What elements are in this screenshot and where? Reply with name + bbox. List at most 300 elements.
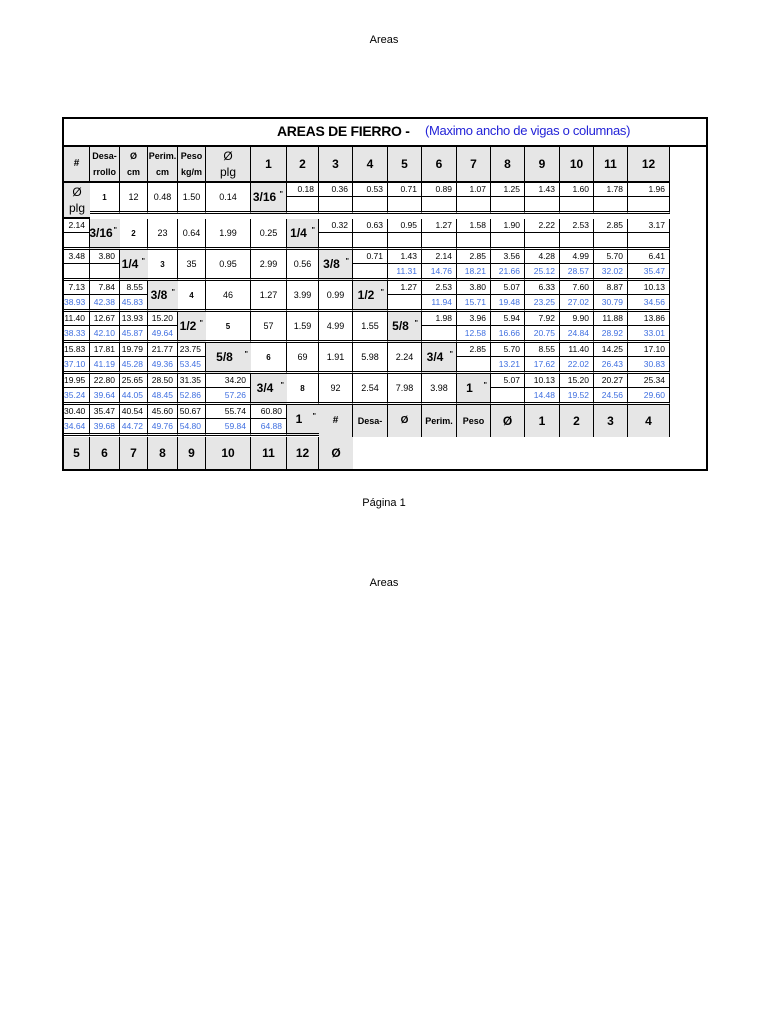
max-width-value [491,388,524,402]
area-value: 50.67 [178,405,205,419]
max-width-value [353,233,387,247]
area-cell [594,183,628,214]
area-value: 3.48 [64,250,89,264]
max-width-value [422,197,456,211]
area-cell [178,405,206,436]
area-value: 7.84 [90,281,119,295]
area-cell [491,183,525,214]
row-size-right-label: 3/4 [256,381,274,395]
area-value: 2.53 [422,281,456,295]
area-value: 5.07 [491,374,524,388]
header-diam-plg [206,147,251,183]
area-cell [560,219,594,250]
row-perim: 2.99 [251,250,287,281]
area-value: 7.13 [64,281,89,295]
area-cell [353,219,388,250]
max-width-value: 44.05 [121,390,143,400]
row-diam: 1.91 [319,343,353,374]
area-cell [491,312,525,343]
area-value: 55.74 [206,405,250,419]
max-width-value: 35.47 [643,266,665,276]
area-value: 15.20 [560,374,593,388]
max-width-value [560,233,593,247]
header-perim-cm-line: cm [155,167,169,177]
row-desarrollo: 57 [251,312,287,343]
max-width-value [457,197,490,211]
max-width-value [594,233,627,247]
max-width-value [525,197,559,211]
row-desarrollo: 35 [178,250,206,281]
max-width-value [319,197,352,211]
max-width-value: 64.88 [260,421,282,431]
area-value: 1.96 [628,183,669,197]
row-number: 3 [148,250,178,281]
area-cell [457,219,491,250]
area-value: 9.90 [560,312,593,326]
row-number: 1 [90,183,120,214]
inch-mark: " [414,320,418,327]
area-cell [90,374,120,405]
header-count-5: 5 [388,147,422,183]
area-value: 0.95 [388,219,421,233]
header-diam-plg-line: Ø [223,149,233,163]
area-value: 14.25 [594,343,627,357]
footer-count-1: 1 [525,405,560,437]
area-value: 2.85 [457,250,490,264]
max-width-value: 30.79 [601,297,623,307]
area-cell [64,343,90,374]
area-cell [525,281,560,312]
area-value: 19.79 [120,343,147,357]
area-cell [287,183,319,214]
inch-mark: " [345,258,349,265]
row-size-label: 3/16 [252,190,277,204]
area-value: 5.70 [594,250,627,264]
inch-mark: " [280,382,284,389]
row-perim: 1.50 [178,183,206,214]
area-value: 10.13 [525,374,559,388]
max-width-value: 39.64 [93,390,115,400]
max-width-value [560,197,593,211]
row-size-label: 3/4 [426,350,444,364]
max-width-value [457,233,490,247]
header-right-plg-line: Ø [72,185,82,199]
inch-mark: " [483,382,487,389]
max-width-value: 30.83 [643,359,665,369]
inch-mark: " [171,289,175,296]
max-width-value: 13.21 [498,359,520,369]
area-cell [388,281,422,312]
area-cell [206,374,251,405]
max-width-value: 59.84 [224,421,246,431]
area-cell [148,343,178,374]
area-cell [525,219,560,250]
area-value: 34.20 [206,374,250,388]
area-value: 0.71 [388,183,421,197]
area-value: 12.67 [90,312,119,326]
area-value: 40.54 [120,405,147,419]
inch-mark: " [199,320,203,327]
header-count-11: 11 [594,147,628,183]
row-size-right-label: 1/2 [179,319,197,333]
area-cell [64,219,90,250]
area-cell [90,312,120,343]
row-perim: 7.98 [388,374,422,405]
footer-peso: Peso [457,405,491,437]
row-number: 6 [251,343,287,374]
area-cell [457,250,491,281]
area-value: 15.20 [148,312,177,326]
row-diam: 0.64 [178,219,206,250]
area-cell [628,219,670,250]
area-cell [491,343,525,374]
footer-count-10: 10 [206,437,251,469]
area-cell [594,343,628,374]
row-diam: 0.48 [148,183,178,214]
area-value: 23.75 [178,343,205,357]
area-cell [525,183,560,214]
area-cell [422,219,457,250]
area-cell [594,281,628,312]
area-cell [64,312,90,343]
row-size-right [178,312,206,343]
area-value: 5.07 [491,281,524,295]
area-cell [120,343,148,374]
area-value: 1.43 [388,250,421,264]
max-width-value [422,233,456,247]
row-diam: 1.27 [251,281,287,312]
footer-diam: Ø [388,405,422,437]
area-cell [491,250,525,281]
area-cell [628,250,670,281]
footer-count-11: 11 [251,437,287,469]
inch-mark: " [141,258,145,265]
area-value: 1.60 [560,183,593,197]
max-width-value: 24.56 [601,390,623,400]
row-size-right [148,281,178,312]
header-perim-cm [148,147,178,183]
max-width-value [491,197,524,211]
header-count-6: 6 [422,147,457,183]
header-peso [178,147,206,183]
area-value: 1.25 [491,183,524,197]
row-desarrollo: 92 [319,374,353,405]
area-cell [422,312,457,343]
areas-table [62,117,708,471]
area-value: 13.86 [628,312,669,326]
table-title: AREAS DE FIERRO - [277,123,410,139]
header-desarrollo-line: Desa- [92,151,117,161]
area-value: 1.78 [594,183,627,197]
area-value: 3.80 [90,250,119,264]
header-num: # [64,147,90,183]
area-cell [64,281,90,312]
area-value: 0.53 [353,183,387,197]
area-value: 3.96 [457,312,490,326]
area-cell [525,250,560,281]
area-value: 7.92 [525,312,559,326]
footer-count-12: 12 [287,437,319,469]
max-width-value [594,197,627,211]
row-number: 8 [287,374,319,405]
area-value: 17.81 [90,343,119,357]
row-perim: 5.98 [353,343,388,374]
area-cell [491,374,525,405]
footer-perim: Perim. [422,405,457,437]
area-value: 4.28 [525,250,559,264]
row-size-right-label: 5/8 [216,350,233,364]
area-cell [178,343,206,374]
max-width-value [64,233,89,247]
area-value: 45.60 [148,405,177,419]
header-perim-cm-line: Perim. [148,151,177,161]
row-desarrollo: 46 [206,281,251,312]
max-width-value: 44.72 [121,421,143,431]
area-value: 2.14 [422,250,456,264]
area-value: 1.43 [525,183,559,197]
area-cell [148,374,178,405]
max-width-value: 11.31 [396,266,417,276]
row-size [287,219,319,250]
area-value: 0.32 [319,219,352,233]
max-width-value: 37.10 [64,359,86,369]
area-value: 0.63 [353,219,387,233]
row-diam: 0.95 [206,250,251,281]
row-size-right-label: 3/8 [150,288,168,302]
area-value: 35.47 [90,405,119,419]
max-width-value: 15.71 [464,297,486,307]
max-width-value: 33.01 [643,328,665,338]
area-cell [560,374,594,405]
area-cell [628,374,670,405]
max-width-value [422,326,456,340]
max-width-value: 45.28 [121,359,143,369]
row-size-right [206,343,251,374]
area-value: 31.35 [178,374,205,388]
max-width-value: 41.19 [93,359,115,369]
header-diam-cm [120,147,148,183]
max-width-value: 32.02 [601,266,623,276]
max-width-value [491,233,524,247]
area-value: 21.77 [148,343,177,357]
area-value: 1.58 [457,219,490,233]
header-desarrollo-line: rrollo [92,167,116,177]
inch-mark: " [244,351,248,358]
area-value: 17.10 [628,343,669,357]
area-cell [422,183,457,214]
area-cell [90,281,120,312]
area-cell [457,312,491,343]
max-width-value [525,233,559,247]
area-value: 25.34 [628,374,669,388]
header-count-4: 4 [353,147,388,183]
area-cell [120,374,148,405]
row-size [457,374,491,405]
area-value: 2.53 [560,219,593,233]
max-width-value: 19.48 [498,297,520,307]
inch-mark: " [279,191,283,198]
row-size-label: 1/4 [290,226,307,240]
area-cell [178,374,206,405]
max-width-value: 28.57 [567,266,589,276]
area-cell [319,183,353,214]
area-value: 8.87 [594,281,627,295]
max-width-value [388,197,421,211]
row-size-label: 5/8 [392,319,409,333]
max-width-value: 27.02 [567,297,589,307]
area-cell [148,405,178,436]
area-value: 10.13 [628,281,669,295]
max-width-value: 39.68 [93,421,115,431]
header-count-7: 7 [457,147,491,183]
max-width-value: 14.76 [430,266,452,276]
area-value: 30.40 [64,405,89,419]
area-value: 8.55 [120,281,147,295]
area-cell [560,281,594,312]
area-value: 25.65 [120,374,147,388]
header-count-2: 2 [287,147,319,183]
area-cell [457,281,491,312]
max-width-value: 57.26 [224,390,246,400]
header-right-plg [64,183,90,219]
area-value: 20.27 [594,374,627,388]
row-size [388,312,422,343]
area-cell [560,343,594,374]
row-peso: 0.14 [206,183,251,214]
area-cell [560,250,594,281]
header-count-12: 12 [628,147,670,183]
max-width-value: 18.21 [464,266,486,276]
max-width-value [319,233,352,247]
inch-mark: " [113,227,117,234]
row-diam: 2.54 [353,374,388,405]
inch-mark: " [311,227,315,234]
max-width-value [64,264,89,278]
header-diam-cm-line: cm [126,167,140,177]
area-value: 22.80 [90,374,119,388]
max-width-value: 34.56 [643,297,665,307]
area-value: 6.41 [628,250,669,264]
area-value: 3.17 [628,219,669,233]
area-cell [560,183,594,214]
area-cell [388,219,422,250]
max-width-value: 42.10 [93,328,115,338]
header-count-9: 9 [525,147,560,183]
row-peso: 2.24 [388,343,422,374]
footer-num: # [319,405,353,437]
max-width-value: 14.48 [533,390,555,400]
area-value: 0.71 [353,250,387,264]
row-peso: 0.25 [251,219,287,250]
max-width-value: 29.60 [643,390,665,400]
row-number: 4 [178,281,206,312]
max-width-value: 25.12 [533,266,555,276]
area-value: 0.36 [319,183,352,197]
row-desarrollo: 12 [120,183,148,214]
row-peso: 3.98 [422,374,457,405]
area-cell [594,374,628,405]
max-width-value [457,357,490,371]
page-header-title: Areas [369,34,399,46]
max-width-value: 49.76 [151,421,173,431]
area-cell [628,183,670,214]
max-width-value [287,197,318,211]
footer-count-6: 6 [90,437,120,469]
area-value: 1.90 [491,219,524,233]
area-value: 1.27 [388,281,421,295]
area-cell [525,343,560,374]
row-peso: 0.56 [287,250,319,281]
max-width-value [388,295,421,309]
area-value: 1.07 [457,183,490,197]
area-cell [422,281,457,312]
max-width-value: 54.80 [179,421,201,431]
page-header-second: Areas [369,577,399,589]
area-value: 15.83 [64,343,89,357]
header-desarrollo [90,147,120,183]
area-cell [64,405,90,436]
row-size-right [90,219,120,250]
max-width-value [90,264,119,278]
max-width-value: 35.24 [64,390,86,400]
row-size-right [251,374,287,405]
header-count-3: 3 [319,147,353,183]
footer-count-3: 3 [594,405,628,437]
area-cell [90,343,120,374]
area-cell [628,281,670,312]
max-width-value: 38.93 [64,297,86,307]
footer-count-9: 9 [178,437,206,469]
row-size-right [287,405,319,436]
area-value: 2.14 [64,219,89,233]
area-value: 11.88 [594,312,627,326]
row-peso: 0.99 [319,281,353,312]
area-cell [422,250,457,281]
inch-mark: " [312,413,316,420]
area-cell [628,312,670,343]
header-count-1: 1 [251,147,287,183]
area-value: 3.80 [457,281,490,295]
area-value: 1.98 [422,312,456,326]
area-value: 11.40 [64,312,89,326]
max-width-value: 28.92 [601,328,623,338]
area-cell [120,281,148,312]
area-cell [120,312,148,343]
max-width-value [353,264,387,278]
row-perim: 3.99 [287,281,319,312]
max-width-value: 26.43 [601,359,623,369]
table-subtitle: (Maximo ancho de vigas o columnas) [425,123,631,138]
area-value: 5.70 [491,343,524,357]
max-width-value: 23.25 [533,297,555,307]
row-perim: 1.99 [206,219,251,250]
footer-desarrollo: Desa- [353,405,388,437]
area-value: 60.80 [251,405,286,419]
row-size [319,250,353,281]
max-width-value: 49.64 [151,328,173,338]
area-cell [64,374,90,405]
footer-count-8: 8 [148,437,178,469]
max-width-value: 45.87 [121,328,143,338]
row-size-label: 3/8 [323,257,340,271]
row-size-right-label: 1/4 [121,257,139,271]
area-cell [319,219,353,250]
page-footer: Página 1 [362,497,406,509]
area-value: 1.27 [422,219,456,233]
header-count-8: 8 [491,147,525,183]
header-right-plg-line: plg [68,201,85,215]
max-width-value: 34.64 [64,421,86,431]
